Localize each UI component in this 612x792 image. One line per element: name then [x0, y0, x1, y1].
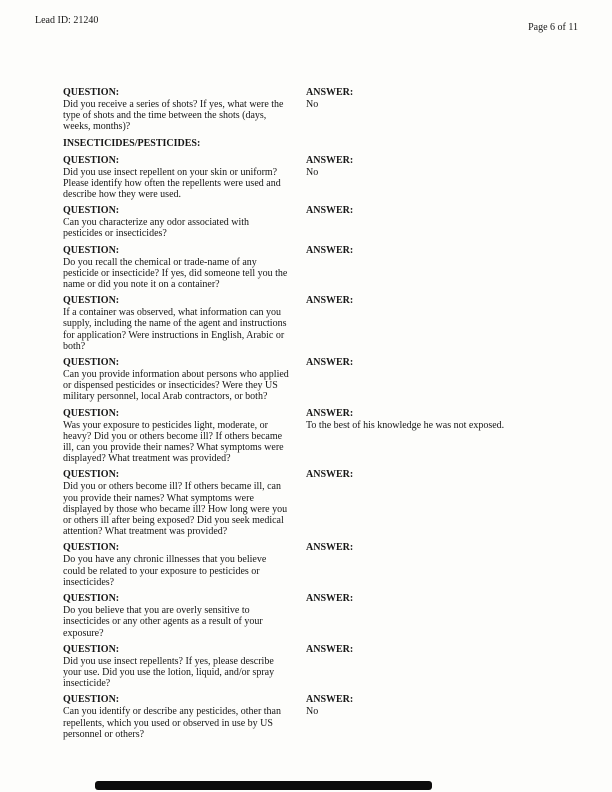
answer-label: ANSWER: [306, 593, 354, 605]
question-label: QUESTION: [63, 542, 120, 554]
answer-label: ANSWER: [306, 694, 354, 706]
page-number: Page 6 of 11 [528, 22, 578, 33]
answer-label: ANSWER: [306, 244, 354, 256]
question-cell [63, 542, 306, 588]
question-label: QUESTION: [63, 87, 120, 98]
qa-block [63, 469, 582, 537]
question-cell [63, 357, 306, 403]
question-cell [63, 593, 306, 639]
question-text: If a container was observed, what information can you supply, including the name of the agent and instructions for application? Were instructions in English, Arabic or both? [63, 307, 287, 352]
question-text: Did you receive a series of shots? If yes, what were the type of shots and the time between the shots (days, weeks, months)? [63, 99, 284, 133]
qa-block [63, 155, 582, 201]
qa-block [63, 205, 582, 239]
question-text: Can you characterize any odor associated with pesticides or insecticides? [63, 217, 250, 240]
question-cell [63, 408, 306, 465]
answer-label: ANSWER: [306, 205, 354, 217]
answer-label: ANSWER: [306, 295, 354, 307]
question-label: QUESTION: [63, 469, 120, 481]
answer-label: ANSWER: [306, 469, 354, 481]
answer-text: No [306, 166, 319, 178]
section-heading-insecticides-pesticides: INSECTICIDES/PESTICIDES: [63, 137, 201, 149]
question-text: Did you use insect repellents? If yes, please describe your use. Did you use the lotion, liquid, and/or spray insecticide? [63, 655, 275, 690]
answer-cell [306, 295, 582, 352]
question-label: QUESTION: [63, 593, 120, 605]
question-label: QUESTION: [63, 643, 120, 655]
answer-label: ANSWER: [306, 643, 354, 655]
qa-block [63, 408, 582, 465]
question-text: Can you identify or describe any pesticides, other than repellents, which you used or observed in use by US personnel or others? [63, 706, 281, 740]
qa-block [63, 245, 582, 291]
question-text: Do you recall the chemical or trade-name of any pesticide or insecticide? If yes, did someone tell you the name or did you note it on a container? [63, 256, 288, 291]
qa-block [63, 644, 582, 690]
qa-block [63, 357, 582, 403]
question-cell [63, 245, 306, 291]
lead-id: Lead ID: 21240 [35, 15, 99, 26]
question-label: QUESTION: [63, 205, 120, 217]
qa-block [63, 87, 582, 133]
question-text: Did you or others become ill? If others became ill, can you provide their names? What symptoms were displayed by those who became ill? How long were you or others ill after being exposed? Did you seek medical attention? What treatment was provided? [63, 481, 288, 538]
question-label: QUESTION: [63, 694, 120, 706]
question-cell [63, 469, 306, 537]
answer-cell [306, 357, 582, 403]
answer-label: ANSWER: [306, 357, 354, 369]
question-label: QUESTION: [63, 154, 120, 166]
answer-label: ANSWER: [306, 154, 354, 166]
answer-text: No [306, 706, 319, 718]
question-cell [63, 87, 306, 133]
answer-cell [306, 694, 582, 740]
question-text: Was your exposure to pesticides light, moderate, or heavy? Did you or others become ill? If others became ill, can you provide their names? What symptoms were displayed? What treatment was provided? [63, 419, 284, 465]
answer-label: ANSWER: [306, 407, 354, 419]
qa-block [63, 295, 582, 352]
question-text: Did you use insect repellent on your skin or uniform? Please identify how often the repellents were used and describe how they were used. [63, 166, 281, 201]
answer-cell [306, 542, 582, 588]
qa-block [63, 593, 582, 639]
answer-text: No [306, 99, 319, 110]
question-cell [63, 644, 306, 690]
question-label: QUESTION: [63, 407, 120, 419]
answer-label: ANSWER: [306, 87, 354, 98]
question-text: Do you have any chronic illnesses that you believe could be related to your exposure to pesticides or insecticides? [63, 554, 267, 588]
answer-cell [306, 155, 582, 201]
question-text: Do you believe that you are overly sensitive to insecticides or any other agents as a result of your exposure? [63, 605, 263, 639]
answer-cell [306, 245, 582, 291]
qa-block [63, 694, 582, 740]
qa-content [63, 87, 582, 745]
question-cell [63, 205, 306, 239]
question-label: QUESTION: [63, 244, 120, 256]
scan-artifact-bar [95, 781, 432, 790]
question-cell [63, 155, 306, 201]
answer-cell [306, 593, 582, 639]
answer-cell [306, 644, 582, 690]
question-label: QUESTION: [63, 357, 120, 369]
answer-cell [306, 408, 582, 465]
answer-text: To the best of his knowledge he was not exposed. [306, 419, 505, 431]
answer-label: ANSWER: [306, 542, 354, 554]
answer-cell [306, 205, 582, 239]
question-cell [63, 694, 306, 740]
question-label: QUESTION: [63, 295, 120, 307]
answer-cell [306, 87, 582, 133]
answer-cell [306, 469, 582, 537]
question-text: Can you provide information about persons who applied or dispensed pesticides or insecticides? Were they US military personnel, local Arab contractors, or both? [63, 369, 289, 403]
qa-block [63, 542, 582, 588]
question-cell [63, 295, 306, 352]
page-header [35, 15, 578, 33]
